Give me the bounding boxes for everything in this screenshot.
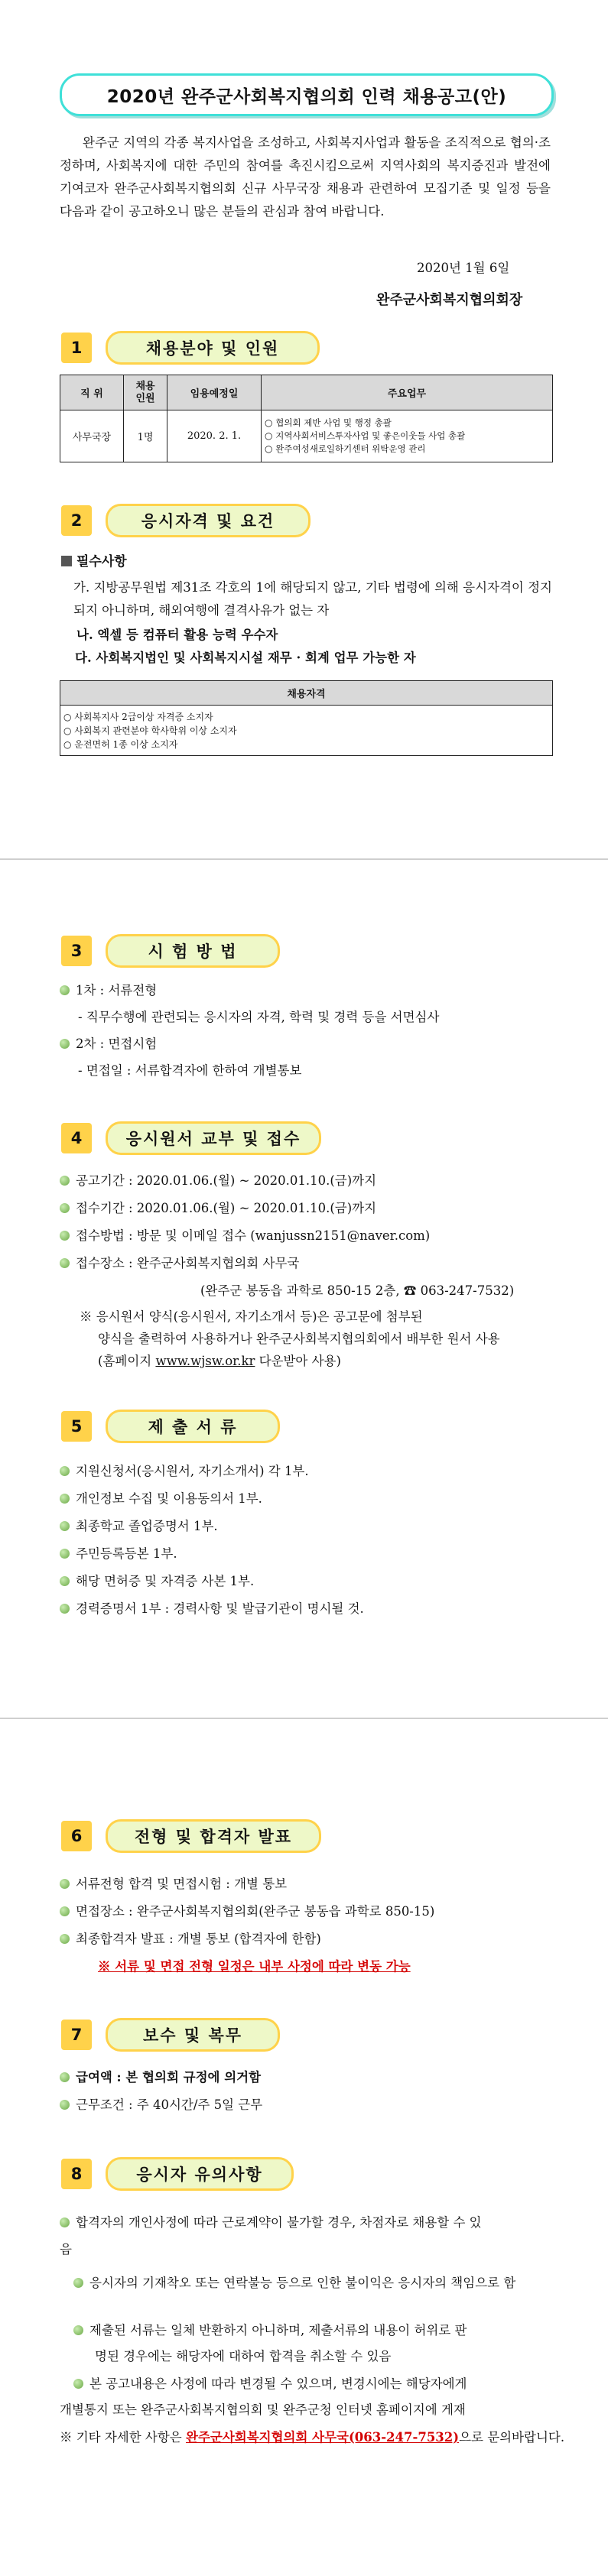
bullet-icon [60,985,70,995]
document-title-box [60,73,554,116]
exam-round-2: 2차 : 면접시험 [60,1036,157,1053]
section-number: 7 [61,2020,92,2050]
section-label: 응시자격 및 요건 [106,504,311,537]
exam-round-1-detail: - 직무수행에 관련되는 응시자의 자격, 학력 및 경력 등을 서면심사 [78,1010,440,1024]
notice-item: 합격자의 개인사정에 따라 근로계약이 불가할 경우, 차점자로 채용할 수 있 [60,2214,482,2231]
result-item: 최종합격자 발표 : 개별 통보 (합격자에 한함) [60,1931,321,1948]
col-header-duties: 주요업무 [262,375,553,410]
qualification-item: ○ 사회복지사 2급이상 자격증 소지자 [63,711,213,722]
application-period: 접수기간 : 2020.01.06.(월) ~ 2020.01.10.(금)까지 [60,1200,376,1217]
contact-link[interactable]: 완주군사회복지협의회 사무국(063-247-7532) [186,2430,460,2445]
qualification-item: ○ 운전면허 1종 이상 소지자 [63,738,178,750]
work-condition-item: 근무조건 : 주 40시간/주 5일 근무 [60,2097,262,2114]
bullet-icon [73,2325,83,2335]
bullet-icon [60,1934,70,1944]
notice-date: 2020년 1월 6일 [417,261,510,275]
form-note-line1: ※ 응시원서 양식(응시원서, 자기소개서 등)은 공고문에 첨부된 [80,1309,423,1324]
bullet-icon [60,1203,70,1213]
result-item: 면접장소 : 완주군사회복지협의회(완주군 봉동읍 과학로 850-15) [60,1903,434,1920]
duty-item: ○ 지역사회서비스투자사업 및 좋은이웃들 사업 총괄 [265,430,466,441]
form-note-line2: 양식을 출력하여 사용하거나 완주군사회복지협의회에서 배부한 원서 사용 [98,1332,500,1346]
document-item: 지원신청서(응시원서, 자기소개서) 각 1부. [60,1463,309,1480]
bullet-icon [60,1879,70,1889]
duty-item: ○ 협의회 제반 사업 및 행정 총괄 [265,417,392,428]
bullet-icon [60,1576,70,1586]
section-label: 응시원서 교부 및 접수 [106,1121,321,1155]
document-item: 경력증명서 1부 : 경력사항 및 발급기관이 명시될 것. [60,1601,364,1617]
square-bullet-icon [61,556,72,566]
notice-item-cont: 개별통지 또는 완주군사회복지협의회 및 완주군청 인터넷 홈페이지에 게재 [60,2402,466,2417]
issuer-name: 완주군사회복지협의회장 [376,292,523,308]
section-number: 1 [61,333,92,363]
cell-duties [262,410,553,462]
notice-period: 공고기간 : 2020.01.06.(월) ~ 2020.01.10.(금)까지 [60,1173,376,1189]
bullet-icon [60,1176,70,1186]
exam-round-2-detail: - 면접일 : 서류합격자에 한하여 개별통보 [78,1063,302,1078]
bullet-icon [60,1521,70,1531]
cell-position: 사무국장 [60,410,124,462]
bullet-icon [60,1039,70,1049]
required-heading: 필수사항 [61,553,127,570]
document-item: 최종학교 졸업증명서 1부. [60,1518,218,1535]
section-number: 5 [61,1411,92,1442]
section-number: 2 [61,505,92,536]
bullet-icon [60,1604,70,1614]
bullet-icon [60,1906,70,1916]
qualification-da: 다. 사회복지법인 및 사회복지시설 재무 · 회계 업무 가능한 자 [75,650,416,665]
bullet-icon [60,1549,70,1559]
section-number: 8 [61,2159,92,2189]
bullet-icon [60,1231,70,1241]
page-divider [0,858,608,860]
notice-item-cont: 음 [60,2242,72,2256]
qualification-table-header: 채용자격 [60,681,553,706]
document-item: 주민등록등본 1부. [60,1546,177,1562]
section-label: 채용분야 및 인원 [106,331,320,365]
bullet-icon [60,2072,70,2082]
bullet-icon [60,1494,70,1504]
section-number: 3 [61,936,92,966]
bullet-icon [73,2278,83,2288]
document-item: 해당 면허증 및 자격증 사본 1부. [60,1573,254,1590]
section-label: 제 출 서 류 [106,1410,280,1443]
qualification-ga: 가. 지방공무원법 제31조 각호의 1에 해당되지 않고, 기타 법령에 의해 응시자격이 정지되지 아니하며, 해외여행에 결격사유가 없는 자 [73,580,552,618]
qualification-na: 나. 엑셀 등 컴퓨터 활용 능력 우수자 [76,628,278,642]
document-title: 2020년 완주군사회복지협의회 인력 채용공고(안) [106,86,507,107]
bullet-icon [60,1466,70,1476]
section-label: 응시자 유의사항 [106,2157,294,2191]
form-note-line3: (홈페이지 www.wjsw.or.kr 다운받아 사용) [98,1354,341,1368]
col-header-count: 채용 인원 [124,375,167,410]
duty-item: ○ 완주여성새로일하기센터 위탁운영 관리 [265,443,426,454]
intro-paragraph: 완주군 지역의 각종 복지사업을 조성하고, 사회복지사업과 활동을 조직적으로 협의·조정하며, 사회복지에 대한 주민의 참여를 촉진시킴으로써 지역사회의 복지증진과 발전에 기여코자 완주군사회복지협의회 신규 사무국장 채용과 관련하여 모집기준 및 일정 등을 다음과 같이 공고하오니 많은 분들의 관심과 참여 바랍니다. [60,135,551,219]
section-label: 보수 및 복무 [106,2018,280,2052]
document-item: 개인정보 수집 및 이용동의서 1부. [60,1491,262,1507]
cell-date: 2020. 2. 1. [167,410,262,462]
notice-item-cont: 명된 경우에는 해당자에 대하여 합격을 취소할 수 있음 [95,2349,392,2363]
notice-item: 응시자의 기재착오 또는 연락불능 등으로 인한 불이익은 응시자의 책임으로 함 [73,2275,515,2292]
col-header-position: 직 위 [60,375,124,410]
page-divider [0,1718,608,1719]
bullet-icon [73,2379,83,2389]
recruitment-table [60,375,553,462]
office-address: (완주군 봉동읍 과학로 850-15 2층, ☎ 063-247-7532) [200,1283,515,1298]
bullet-icon [60,2218,70,2227]
homepage-link[interactable]: www.wjsw.or.kr [155,1354,255,1368]
qualification-list [60,706,553,756]
section-label: 전형 및 합격자 발표 [106,1819,321,1853]
section-number: 4 [61,1123,92,1153]
bullet-icon [60,1258,70,1268]
notice-item: 제출된 서류는 일체 반환하지 아니하며, 제출서류의 내용이 허위로 판 [73,2322,467,2339]
notice-item: 본 공고내용은 사정에 따라 변경될 수 있으며, 변경시에는 해당자에게 [73,2376,467,2393]
section-label: 시 험 방 법 [106,934,280,968]
application-method: 접수방법 : 방문 및 이메일 접수 (wanjussn2151@naver.com) [60,1228,430,1244]
col-header-date: 임용예정일 [167,375,262,410]
qualification-table [60,680,553,756]
section-number: 6 [61,1821,92,1851]
bullet-icon [60,2100,70,2110]
application-place: 접수장소 : 완주군사회복지협의회 사무국 [60,1255,299,1272]
cell-count: 1명 [124,410,167,462]
qualification-item: ○ 사회복지 관련분야 학사학위 이상 소지자 [63,725,237,736]
salary-item: 급여액 : 본 협의회 규정에 의거함 [60,2069,261,2086]
exam-round-1: 1차 : 서류전형 [60,982,157,999]
contact-note: ※ 기타 자세한 사항은 완주군사회복지협의회 사무국(063-247-7532)으로 문의바랍니다. [60,2430,565,2445]
result-item: 서류전형 합격 및 면접시험 : 개별 통보 [60,1876,287,1893]
schedule-warning: ※ 서류 및 면접 전형 일정은 내부 사정에 따라 변동 가능 [98,1959,411,1974]
